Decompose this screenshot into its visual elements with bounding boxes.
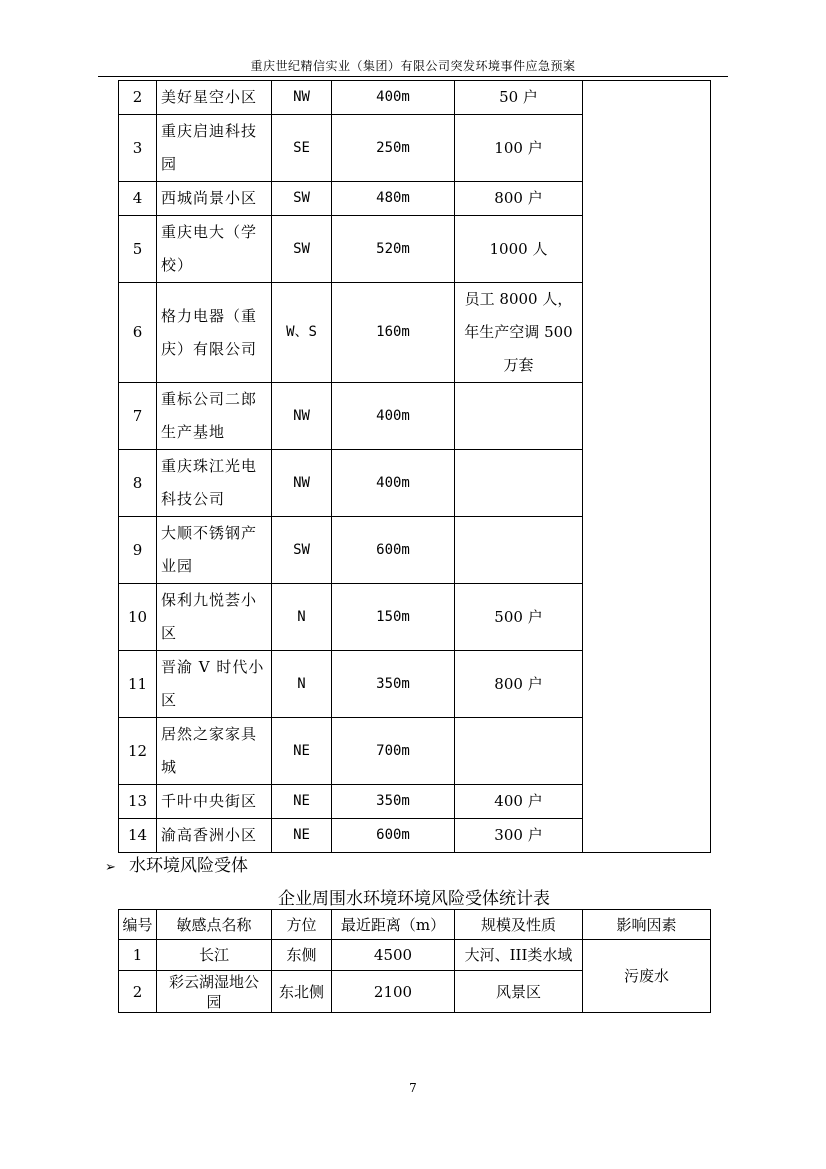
table-header-row xyxy=(119,910,711,940)
direction: 东北侧 xyxy=(272,971,332,1013)
air-receptor-table xyxy=(118,80,711,853)
direction: SW xyxy=(272,517,332,584)
name-line: 重庆珠江光电 xyxy=(161,457,258,475)
receptor-name xyxy=(157,450,272,517)
scale-nature xyxy=(455,182,583,216)
name-line: 西城尚景小区 xyxy=(161,189,258,207)
scale-line: 员工 8000 人， xyxy=(464,290,573,308)
name-line: 园 xyxy=(206,992,222,1011)
scale-line: 800 户 xyxy=(494,189,543,207)
distance: 600m xyxy=(332,517,455,584)
row-number: 6 xyxy=(119,283,157,383)
distance: 350m xyxy=(332,785,455,819)
scale-nature xyxy=(455,383,583,450)
receptor-name xyxy=(157,517,272,584)
row-number: 9 xyxy=(119,517,157,584)
direction: W、S xyxy=(272,283,332,383)
direction: NW xyxy=(272,450,332,517)
name-line: 园 xyxy=(161,155,178,173)
scale-line: 万套 xyxy=(503,356,534,374)
scale-nature: 大河、III类水域 xyxy=(455,940,583,971)
name-line: 业园 xyxy=(161,557,194,575)
arrow-bullet-icon: ➢ xyxy=(105,860,116,875)
scale-nature xyxy=(455,81,583,115)
scale-line: 400 户 xyxy=(494,792,543,810)
row-number: 1 xyxy=(119,940,157,971)
row-number: 2 xyxy=(119,81,157,115)
scale-nature xyxy=(455,584,583,651)
section-heading xyxy=(105,851,248,876)
distance: 250m xyxy=(332,115,455,182)
direction: NW xyxy=(272,81,332,115)
name-line: 重庆电大（学 xyxy=(161,223,258,241)
name-line: 重标公司二郎 xyxy=(161,390,258,408)
direction: SW xyxy=(272,216,332,283)
header-cell: 规模及性质 xyxy=(455,910,583,940)
receptor-name xyxy=(157,182,272,216)
scale-line: 100 户 xyxy=(494,138,543,157)
direction: SW xyxy=(272,182,332,216)
header-rule xyxy=(98,76,728,77)
water-table-title: 企业周围水环境环境风险受体统计表 xyxy=(278,889,550,909)
header-cell: 方位 xyxy=(272,910,332,940)
name-line: 美好星空小区 xyxy=(161,88,258,106)
row-number: 8 xyxy=(119,450,157,517)
impact-factor: 污废水 xyxy=(583,940,711,1013)
water-receptor-table xyxy=(118,909,711,1013)
name-line: 千叶中央街区 xyxy=(161,792,258,810)
name-line: 晋渝 V 时代小 xyxy=(161,658,265,676)
name-line: 科技公司 xyxy=(161,490,226,508)
scale-line: 1000 人 xyxy=(489,239,548,258)
scale-nature xyxy=(455,450,583,517)
row-number: 14 xyxy=(119,819,157,853)
distance: 150m xyxy=(332,584,455,651)
scale-line: 800 户 xyxy=(494,674,543,693)
receptor-name xyxy=(157,718,272,785)
distance: 4500 xyxy=(332,940,455,971)
scale-nature xyxy=(455,819,583,853)
scale-nature: 风景区 xyxy=(455,971,583,1013)
row-number: 2 xyxy=(119,971,157,1013)
name-line: 校） xyxy=(161,256,194,274)
scale-nature xyxy=(455,651,583,718)
receptor-name xyxy=(157,584,272,651)
row-number: 13 xyxy=(119,785,157,819)
receptor-name xyxy=(157,651,272,718)
header-cell: 最近距离（m） xyxy=(332,910,455,940)
direction: SE xyxy=(272,115,332,182)
scale-line: 300 户 xyxy=(494,826,543,844)
direction: NE xyxy=(272,819,332,853)
row-number: 7 xyxy=(119,383,157,450)
name-line: 区 xyxy=(161,691,178,709)
name-line: 生产基地 xyxy=(161,423,226,441)
name-line: 格力电器（重 xyxy=(161,306,258,325)
header-cell: 敏感点名称 xyxy=(157,910,272,940)
distance: 700m xyxy=(332,718,455,785)
name-line: 彩云湖湿地公 xyxy=(168,972,259,991)
scale-nature xyxy=(455,718,583,785)
direction: NW xyxy=(272,383,332,450)
name-line: 庆）有限公司 xyxy=(161,339,258,358)
row-number: 5 xyxy=(119,216,157,283)
distance: 350m xyxy=(332,651,455,718)
distance: 400m xyxy=(332,383,455,450)
name-line: 居然之家家具 xyxy=(161,725,258,743)
scale-line: 500 户 xyxy=(494,607,543,626)
row-number: 4 xyxy=(119,182,157,216)
name-line: 大顺不锈钢产 xyxy=(161,524,258,542)
name-line: 重庆启迪科技 xyxy=(161,122,258,140)
distance: 600m xyxy=(332,819,455,853)
direction: N xyxy=(272,651,332,718)
row-number: 12 xyxy=(119,718,157,785)
receptor-name xyxy=(157,216,272,283)
receptor-name xyxy=(157,115,272,182)
distance: 480m xyxy=(332,182,455,216)
page-header: 重庆世纪精信实业（集团）有限公司突发环境事件应急预案 xyxy=(250,59,576,73)
receptor-name xyxy=(157,81,272,115)
distance: 400m xyxy=(332,450,455,517)
empty-merged-cell xyxy=(583,81,711,853)
receptor-name xyxy=(157,383,272,450)
table-row xyxy=(119,81,711,115)
table-row xyxy=(119,940,711,971)
receptor-name: 长江 xyxy=(157,940,272,971)
receptor-name xyxy=(157,785,272,819)
distance: 400m xyxy=(332,81,455,115)
row-number: 10 xyxy=(119,584,157,651)
scale-nature xyxy=(455,115,583,182)
direction: N xyxy=(272,584,332,651)
row-number: 11 xyxy=(119,651,157,718)
direction: NE xyxy=(272,718,332,785)
page-number: 7 xyxy=(409,1081,417,1095)
direction: 东侧 xyxy=(272,940,332,971)
distance: 160m xyxy=(332,283,455,383)
distance: 520m xyxy=(332,216,455,283)
section-title: 水环境风险受体 xyxy=(129,856,248,876)
scale-nature xyxy=(455,216,583,283)
scale-nature xyxy=(455,785,583,819)
scale-line: 50 户 xyxy=(499,88,538,106)
scale-nature xyxy=(455,517,583,584)
distance: 2100 xyxy=(332,971,455,1013)
header-cell: 影响因素 xyxy=(583,910,711,940)
name-line: 城 xyxy=(161,758,178,776)
direction: NE xyxy=(272,785,332,819)
row-number: 3 xyxy=(119,115,157,182)
scale-nature xyxy=(455,283,583,383)
name-line: 保利九悦荟小 xyxy=(161,591,258,609)
receptor-name xyxy=(157,283,272,383)
name-line: 渝高香洲小区 xyxy=(161,826,258,844)
name-line: 区 xyxy=(161,624,178,642)
scale-line: 年生产空调 500 xyxy=(464,323,573,341)
header-cell: 编号 xyxy=(119,910,157,940)
receptor-name xyxy=(157,971,272,1013)
receptor-name xyxy=(157,819,272,853)
